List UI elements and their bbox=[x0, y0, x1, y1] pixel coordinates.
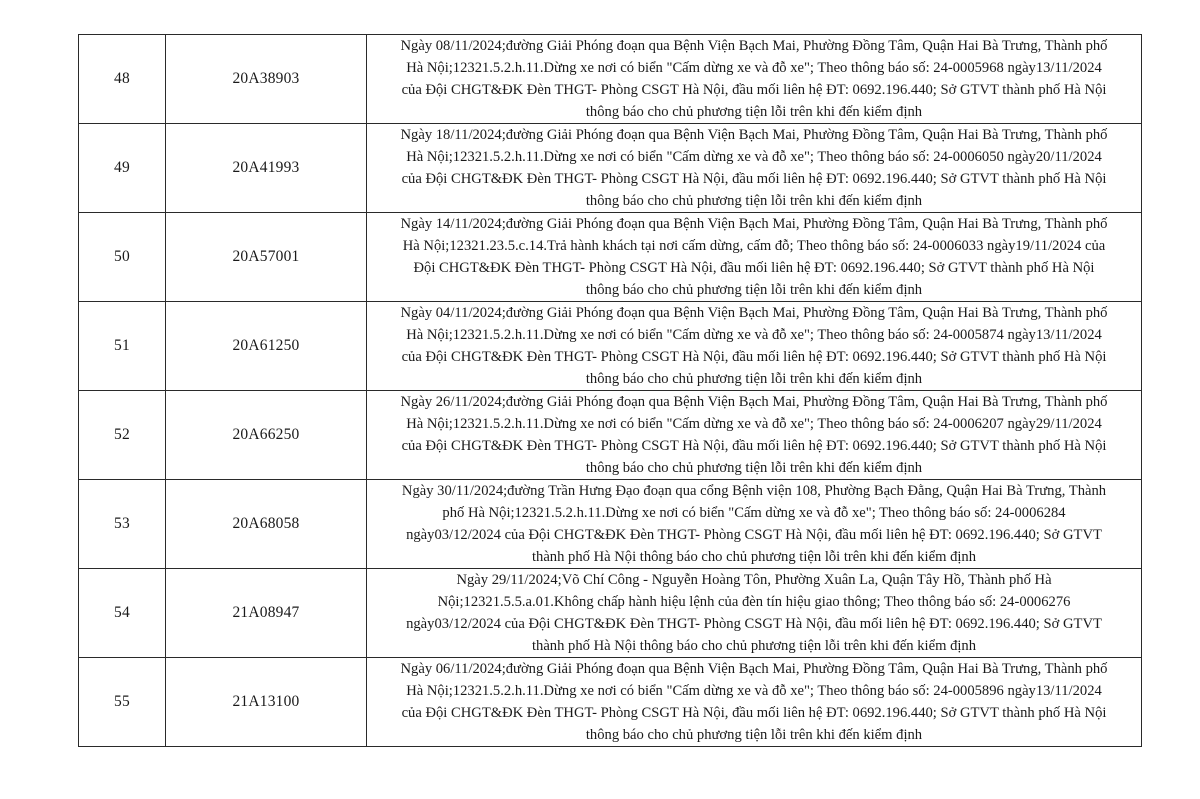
description-line: Hà Nội;12321.5.2.h.11.Dừng xe nơi có biển "Cấm dừng xe và đỗ xe"; Theo thông báo số: 24-0006207 ngày29/11/2024 bbox=[406, 416, 1102, 432]
description-line: Ngày 29/11/2024;Võ Chí Công - Nguyễn Hoàng Tôn, Phường Xuân La, Quận Tây Hồ, Thành phố Hà bbox=[456, 572, 1052, 588]
license-plate: 21A08947 bbox=[166, 569, 367, 658]
description-line: của Đội CHGT&ĐK Đèn THGT- Phòng CSGT Hà Nội, đầu mối liên hệ ĐT: 0692.196.440; Sở GTVT thành phố Hà Nội bbox=[401, 705, 1107, 721]
row-number: 48 bbox=[79, 35, 166, 124]
description-line: Hà Nội;12321.5.2.h.11.Dừng xe nơi có biển "Cấm dừng xe và đỗ xe"; Theo thông báo số: 24-0005874 ngày13/11/2024 bbox=[406, 327, 1102, 343]
row-number: 51 bbox=[79, 302, 166, 391]
table-row bbox=[79, 213, 1142, 302]
description-line: Ngày 04/11/2024;đường Giải Phóng đoạn qua Bệnh Viện Bạch Mai, Phường Đồng Tâm, Quận Hai Bà Trưng, Thành phố bbox=[400, 305, 1108, 321]
violations-table-body bbox=[79, 35, 1142, 747]
description-line: thành phố Hà Nội thông báo cho chủ phương tiện lỗi trên khi đến kiểm định bbox=[531, 638, 977, 654]
description-line: Hà Nội;12321.5.2.h.11.Dừng xe nơi có biển "Cấm dừng xe và đỗ xe"; Theo thông báo số: 24-0006050 ngày20/11/2024 bbox=[406, 149, 1102, 165]
license-plate: 21A13100 bbox=[166, 658, 367, 747]
violation-description bbox=[367, 213, 1142, 302]
row-number: 54 bbox=[79, 569, 166, 658]
violation-description bbox=[367, 569, 1142, 658]
description-line: Ngày 08/11/2024;đường Giải Phóng đoạn qua Bệnh Viện Bạch Mai, Phường Đồng Tâm, Quận Hai Bà Trưng, Thành phố bbox=[400, 38, 1108, 54]
description-line: Hà Nội;12321.5.2.h.11.Dừng xe nơi có biển "Cấm dừng xe và đỗ xe"; Theo thông báo số: 24-0005896 ngày13/11/2024 bbox=[406, 683, 1102, 699]
table-row bbox=[79, 569, 1142, 658]
row-number: 52 bbox=[79, 391, 166, 480]
row-number: 55 bbox=[79, 658, 166, 747]
table-row bbox=[79, 35, 1142, 124]
table-row bbox=[79, 391, 1142, 480]
description-line: Ngày 30/11/2024;đường Trần Hưng Đạo đoạn qua cổng Bệnh viện 108, Phường Bạch Đằng, Quận Hai Bà Trưng, Thành bbox=[401, 483, 1107, 499]
description-line: của Đội CHGT&ĐK Đèn THGT- Phòng CSGT Hà Nội, đầu mối liên hệ ĐT: 0692.196.440; Sở GTVT thành phố Hà Nội bbox=[401, 171, 1107, 187]
description-line: Ngày 14/11/2024;đường Giải Phóng đoạn qua Bệnh Viện Bạch Mai, Phường Đồng Tâm, Quận Hai Bà Trưng, Thành phố bbox=[400, 216, 1108, 232]
description-line: Ngày 26/11/2024;đường Giải Phóng đoạn qua Bệnh Viện Bạch Mai, Phường Đồng Tâm, Quận Hai Bà Trưng, Thành phố bbox=[400, 394, 1108, 410]
license-plate: 20A38903 bbox=[166, 35, 367, 124]
table-row bbox=[79, 480, 1142, 569]
description-line: thông báo cho chủ phương tiện lỗi trên khi đến kiểm định bbox=[585, 282, 923, 298]
description-line: Ngày 18/11/2024;đường Giải Phóng đoạn qua Bệnh Viện Bạch Mai, Phường Đồng Tâm, Quận Hai Bà Trưng, Thành phố bbox=[400, 127, 1108, 143]
description-line: ngày03/12/2024 của Đội CHGT&ĐK Đèn THGT- Phòng CSGT Hà Nội, đầu mối liên hệ ĐT: 0692.196.440; Sở GTVT bbox=[406, 527, 1102, 543]
violation-description bbox=[367, 480, 1142, 569]
license-plate: 20A68058 bbox=[166, 480, 367, 569]
description-line: thông báo cho chủ phương tiện lỗi trên khi đến kiểm định bbox=[585, 104, 923, 120]
description-line: Nội;12321.5.5.a.01.Không chấp hành hiệu lệnh của đèn tín hiệu giao thông; Theo thông báo số: 24-0006276 bbox=[437, 594, 1071, 610]
description-line: thông báo cho chủ phương tiện lỗi trên khi đến kiểm định bbox=[585, 727, 923, 743]
row-number: 53 bbox=[79, 480, 166, 569]
description-line: Ngày 06/11/2024;đường Giải Phóng đoạn qua Bệnh Viện Bạch Mai, Phường Đồng Tâm, Quận Hai Bà Trưng, Thành phố bbox=[400, 661, 1108, 677]
description-line: phố Hà Nội;12321.5.2.h.11.Dừng xe nơi có biển "Cấm dừng xe và đỗ xe"; Theo thông báo số: 24-0006284 bbox=[442, 505, 1066, 521]
violation-description bbox=[367, 35, 1142, 124]
description-line: Hà Nội;12321.5.2.h.11.Dừng xe nơi có biển "Cấm dừng xe và đỗ xe"; Theo thông báo số: 24-0005968 ngày13/11/2024 bbox=[406, 60, 1102, 76]
table-row bbox=[79, 658, 1142, 747]
description-line: thông báo cho chủ phương tiện lỗi trên khi đến kiểm định bbox=[585, 193, 923, 209]
description-line: của Đội CHGT&ĐK Đèn THGT- Phòng CSGT Hà Nội, đầu mối liên hệ ĐT: 0692.196.440; Sở GTVT thành phố Hà Nội bbox=[401, 349, 1107, 365]
license-plate: 20A57001 bbox=[166, 213, 367, 302]
description-line: của Đội CHGT&ĐK Đèn THGT- Phòng CSGT Hà Nội, đầu mối liên hệ ĐT: 0692.196.440; Sở GTVT thành phố Hà Nội bbox=[401, 82, 1107, 98]
violation-description bbox=[367, 391, 1142, 480]
violation-description bbox=[367, 124, 1142, 213]
row-number: 50 bbox=[79, 213, 166, 302]
description-line: Đội CHGT&ĐK Đèn THGT- Phòng CSGT Hà Nội, đầu mối liên hệ ĐT: 0692.196.440; Sở GTVT thành phố Hà Nội bbox=[413, 260, 1095, 276]
violation-description bbox=[367, 302, 1142, 391]
description-line: thông báo cho chủ phương tiện lỗi trên khi đến kiểm định bbox=[585, 460, 923, 476]
description-line: của Đội CHGT&ĐK Đèn THGT- Phòng CSGT Hà Nội, đầu mối liên hệ ĐT: 0692.196.440; Sở GTVT thành phố Hà Nội bbox=[401, 438, 1107, 454]
license-plate: 20A41993 bbox=[166, 124, 367, 213]
table-row bbox=[79, 302, 1142, 391]
description-line: Hà Nội;12321.23.5.c.14.Trả hành khách tại nơi cấm dừng, cấm đỗ; Theo thông báo số: 24-0006033 ngày19/11/2024 của bbox=[402, 238, 1106, 254]
description-line: thông báo cho chủ phương tiện lỗi trên khi đến kiểm định bbox=[585, 371, 923, 387]
table-row bbox=[79, 124, 1142, 213]
row-number: 49 bbox=[79, 124, 166, 213]
violations-table bbox=[78, 34, 1142, 747]
description-line: thành phố Hà Nội thông báo cho chủ phương tiện lỗi trên khi đến kiểm định bbox=[531, 549, 977, 565]
violation-description bbox=[367, 658, 1142, 747]
license-plate: 20A66250 bbox=[166, 391, 367, 480]
license-plate: 20A61250 bbox=[166, 302, 367, 391]
description-line: ngày03/12/2024 của Đội CHGT&ĐK Đèn THGT- Phòng CSGT Hà Nội, đầu mối liên hệ ĐT: 0692.196.440; Sở GTVT bbox=[406, 616, 1102, 632]
